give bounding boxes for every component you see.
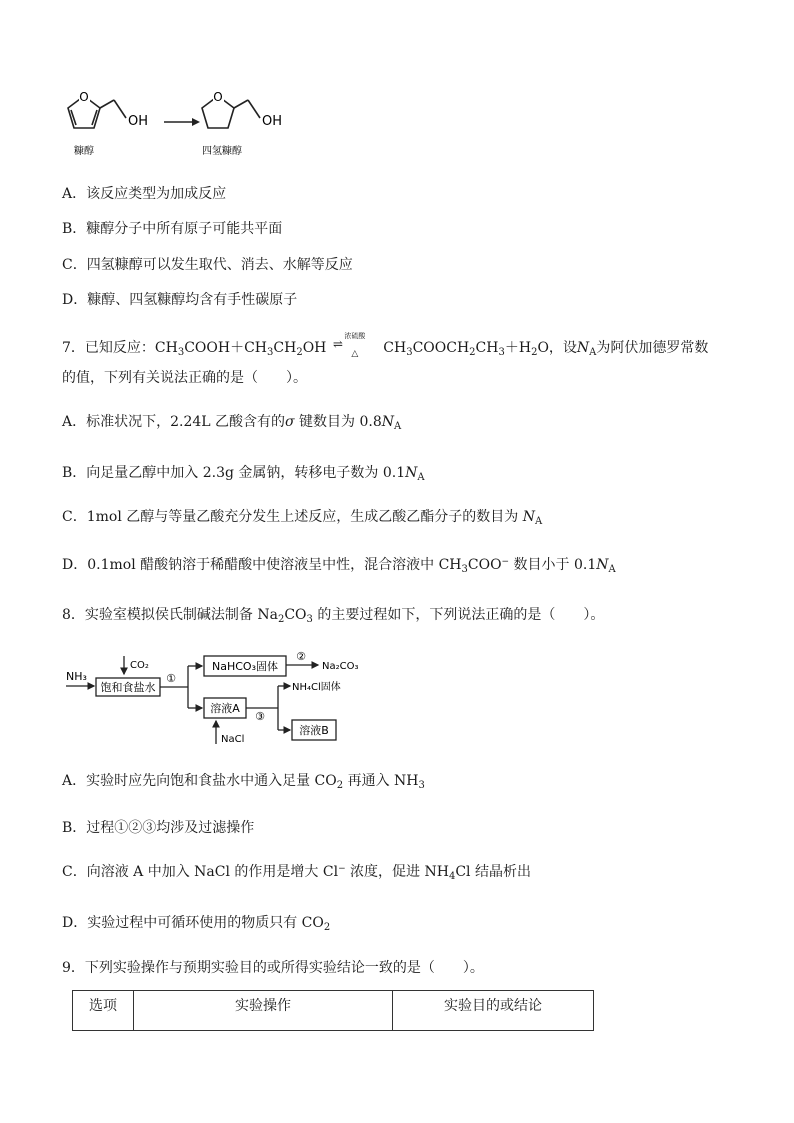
nh4cl-label: NH₄Cl固体 bbox=[292, 682, 341, 693]
q8-option-d: D．实验过程中可循环使用的物质只有 $CO_2$ bbox=[62, 915, 331, 933]
avogadro-symbol: N bbox=[596, 557, 609, 573]
avogadro-sub: A bbox=[608, 564, 616, 575]
avogadro-symbol: N bbox=[381, 414, 395, 430]
condition-heat: △ bbox=[351, 349, 359, 359]
tetrahydrofurfuryl-alcohol-structure bbox=[202, 96, 260, 128]
q7-option-b bbox=[62, 463, 425, 483]
q6-option-d: D．糠醇、四氢糠醇均含有手性碳原子 bbox=[62, 292, 298, 308]
q7-suffix: ，设 bbox=[548, 340, 577, 356]
avogadro-sub: A bbox=[417, 472, 425, 483]
q7-optA-tail: 键数目为 0.8 bbox=[294, 414, 382, 430]
q7-stem-line1: 7．已知反应：$CH_3COOH+CH_3CH_2OH$ 浓硫酸 ⇌ △ $CH_3COOCH_2CH_3+H_2O$，设$N_A$为阿伏加德罗常数 bbox=[62, 334, 708, 358]
avogadro-symbol: N bbox=[522, 509, 535, 525]
q7-option-d: D．0.1mol 醋酸钠溶于稀醋酸中使溶液呈中性，混合溶液中 $CH_3COO^-$ 数目小于 $0.1N_A$ bbox=[62, 557, 616, 575]
q8-stem-a: 8．实验室模拟侯氏制碱法制备 Na bbox=[62, 607, 278, 623]
q8-option-b: B．过程①②③均涉及过滤操作 bbox=[62, 820, 255, 836]
tetrahydrofurfuryl-alcohol-label: 四氢糠醇 bbox=[202, 146, 242, 157]
header-operation: 实验操作 bbox=[134, 991, 393, 1031]
step1-label: ① bbox=[166, 672, 176, 685]
q8-optD-a: D．实验过程中可循环使用的物质只有 CO bbox=[62, 915, 324, 931]
co2-label: CO₂ bbox=[130, 660, 149, 671]
q6-option-b: B．糠醇分子中所有原子可能共平面 bbox=[62, 221, 283, 237]
q7-option-c bbox=[62, 507, 542, 527]
furfuryl-alcohol-label: 糠醇 bbox=[74, 146, 94, 157]
avogadro-symbol: N bbox=[576, 340, 590, 356]
furan-oxygen: O bbox=[79, 90, 89, 104]
thf-oxygen: O bbox=[213, 90, 223, 104]
brine-label: 饱和食盐水 bbox=[100, 681, 156, 694]
q7-optA-text: A．标准状况下，2.24L 乙酸含有的 bbox=[62, 414, 286, 430]
q8-optA-a: A．实验时应先向饱和食盐水中通入足量 CO bbox=[62, 773, 337, 789]
nh3-label: NH₃ bbox=[66, 670, 87, 683]
q7-stem-line2: 的值，下列有关说法正确的是（ ）。 bbox=[62, 370, 307, 386]
solution-b-label: 溶液B bbox=[299, 724, 329, 737]
q7-prefix: 7．已知反应： bbox=[62, 340, 155, 356]
avogadro-sub: A bbox=[394, 421, 402, 432]
na2co3-label: Na₂CO₃ bbox=[322, 661, 359, 672]
q7-optD-tail: 数目小于 0.1 bbox=[509, 557, 597, 573]
q8-flow-diagram bbox=[64, 650, 384, 750]
q6-option-a: A．该反应类型为加成反应 bbox=[62, 186, 227, 202]
avogadro-sub: A bbox=[589, 347, 597, 358]
q8-optC-a: C．向溶液 A 中加入 NaCl 的作用是增大 Cl bbox=[62, 864, 339, 880]
reaction-arrow bbox=[164, 118, 200, 126]
reaction-condition bbox=[331, 332, 379, 359]
q9-table bbox=[72, 990, 594, 1031]
q8-stem-c: 的主要过程如下，下列说法正确的是（ ）。 bbox=[312, 607, 605, 623]
q6-option-c: C．四氢糠醇可以发生取代、消去、水解等反应 bbox=[62, 257, 353, 273]
furfuryl-oh: OH bbox=[128, 114, 149, 129]
nahco3-label: NaHCO₃固体 bbox=[212, 660, 278, 673]
q9-stem: 9．下列实验操作与预期实验目的或所得实验结论一致的是（ ）。 bbox=[62, 960, 484, 976]
q8-stem-b: CO bbox=[284, 607, 307, 623]
q8-option-a: A．实验时应先向饱和食盐水中通入足量 $CO_2$ 再通入 $NH_3$ bbox=[62, 773, 425, 791]
q8-option-c: C．向溶液 A 中加入 NaCl 的作用是增大 Cl− 浓度，促进 $NH_4Cl$ 结晶析出 bbox=[62, 864, 531, 882]
solution-a-label: 溶液A bbox=[210, 702, 240, 715]
q8-optC-c: Cl 结晶析出 bbox=[455, 864, 531, 880]
table-header-row bbox=[73, 991, 594, 1031]
avogadro-symbol: N bbox=[405, 465, 418, 481]
q8-optC-b: 浓度，促进 NH bbox=[345, 864, 449, 880]
avogadro-sub: A bbox=[534, 516, 543, 527]
step2-label: ② bbox=[296, 650, 306, 663]
step3-label: ③ bbox=[255, 710, 265, 723]
condition-catalyst: 浓硫酸 bbox=[344, 332, 366, 340]
sigma-symbol: σ bbox=[285, 414, 295, 430]
q7-optC-text: C．1mol 乙醇与等量乙酸充分发生上述反应，生成乙酸乙酯分子的数目为 bbox=[62, 509, 523, 525]
furfuryl-alcohol-structure bbox=[68, 96, 126, 128]
q7-optD-text: D．0.1mol 醋酸钠溶于稀醋酸中使溶液呈中性，混合溶液中 bbox=[62, 557, 439, 573]
nacl-label: NaCl bbox=[221, 734, 245, 745]
q8-optA-b: 再通入 NH bbox=[343, 773, 419, 789]
header-option: 选项 bbox=[73, 991, 134, 1031]
q8-stem: 8．实验室模拟侯氏制碱法制备 $Na_2CO_3$ 的主要过程如下，下列说法正确的是（ ）。 bbox=[62, 607, 605, 625]
equilibrium-arrow: ⇌ bbox=[332, 337, 343, 351]
q6-reaction-scheme bbox=[60, 88, 310, 166]
q7-optB-text: B．向足量乙醇中加入 2.3g 金属钠，转移电子数为 0.1 bbox=[62, 465, 406, 481]
q7-tail: 为阿伏加德罗常数 bbox=[596, 340, 709, 356]
header-purpose: 实验目的或结论 bbox=[393, 991, 594, 1031]
q7-option-a bbox=[62, 412, 401, 432]
thf-oh: OH bbox=[262, 114, 283, 129]
